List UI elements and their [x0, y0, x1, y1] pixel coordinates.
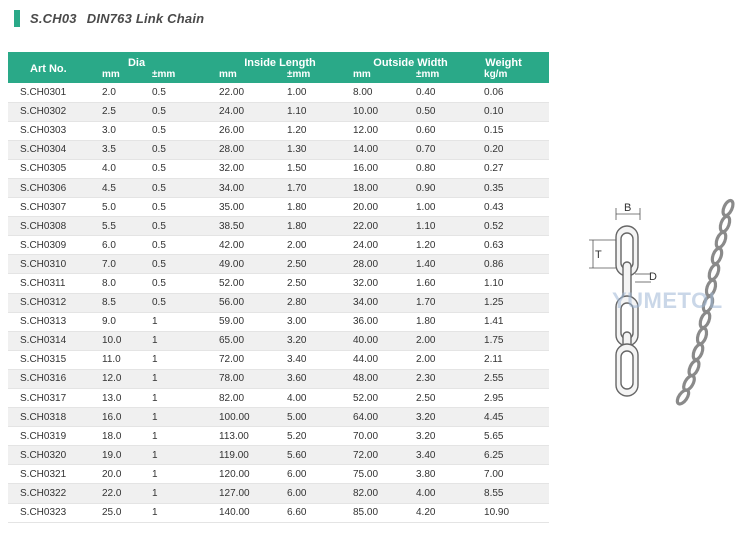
table-cell: 4.45: [476, 408, 549, 427]
label-b: B: [624, 202, 632, 214]
table-cell: 59.00: [219, 312, 279, 331]
table-cell: 78.00: [219, 369, 279, 388]
table-row: [8, 121, 549, 140]
table-cell: 11.0: [94, 350, 152, 369]
table-cell: 40.00: [353, 331, 408, 350]
table-cell: 70.00: [353, 427, 408, 446]
table-cell: 1.40: [408, 255, 476, 274]
table-cell: 8.00: [353, 83, 408, 102]
table-cell: 24.00: [353, 236, 408, 255]
table-cell: 0.5: [152, 121, 219, 140]
table-cell: 28.00: [353, 255, 408, 274]
table-cell: S.CH0301: [8, 83, 94, 102]
table-cell: 1: [152, 331, 219, 350]
table-cell: 0.06: [476, 83, 549, 102]
table-cell: S.CH0316: [8, 369, 94, 388]
table-row: [8, 350, 549, 369]
table-row: [8, 503, 549, 522]
table-cell: 0.15: [476, 121, 549, 140]
table-cell: 22.00: [353, 217, 408, 236]
table-cell: 0.10: [476, 102, 549, 121]
table-cell: 6.25: [476, 446, 549, 465]
table-cell: 20.00: [353, 198, 408, 217]
table-cell: S.CH0322: [8, 484, 94, 503]
table-cell: S.CH0323: [8, 503, 94, 522]
table-cell: 1.00: [279, 83, 353, 102]
table-cell: 1.41: [476, 312, 549, 331]
title-accent-mark: [14, 10, 20, 27]
table-row: [8, 217, 549, 236]
table-cell: 32.00: [219, 159, 279, 178]
table-cell: S.CH0314: [8, 331, 94, 350]
table-cell: 5.00: [279, 408, 353, 427]
table-cell: 12.00: [353, 121, 408, 140]
table-cell: 1: [152, 446, 219, 465]
table-row: [8, 389, 549, 408]
table-cell: 28.00: [219, 140, 279, 159]
table-row: [8, 465, 549, 484]
table-cell: 20.0: [94, 465, 152, 484]
table-cell: 75.00: [353, 465, 408, 484]
table-cell: 3.60: [279, 369, 353, 388]
table-cell: 4.0: [94, 159, 152, 178]
table-cell: 1: [152, 408, 219, 427]
table-cell: 1: [152, 427, 219, 446]
table-cell: 0.5: [152, 178, 219, 197]
table-cell: 0.27: [476, 159, 549, 178]
table-row: [8, 369, 549, 388]
table-cell: 0.5: [152, 140, 219, 159]
table-row: [8, 255, 549, 274]
table-cell: S.CH0315: [8, 350, 94, 369]
table-cell: 24.00: [219, 102, 279, 121]
table-cell: 1.10: [408, 217, 476, 236]
table-cell: 3.20: [408, 408, 476, 427]
table-cell: 22.00: [219, 83, 279, 102]
table-cell: 4.00: [408, 484, 476, 503]
table-cell: 2.30: [408, 369, 476, 388]
table-cell: 65.00: [219, 331, 279, 350]
table-cell: 3.00: [279, 312, 353, 331]
table-cell: 2.55: [476, 369, 549, 388]
table-cell: 18.00: [353, 178, 408, 197]
table-cell: 1.70: [408, 293, 476, 312]
header-dia: Dia: [94, 52, 219, 69]
table-cell: 32.00: [353, 274, 408, 293]
table-cell: 52.00: [219, 274, 279, 293]
table-cell: 1: [152, 465, 219, 484]
table-cell: S.CH0320: [8, 446, 94, 465]
table-cell: 3.20: [279, 331, 353, 350]
table-row: [8, 312, 549, 331]
table-row: [8, 427, 549, 446]
header-width-mm: mm: [353, 69, 408, 83]
table-cell: 0.70: [408, 140, 476, 159]
table-cell: 14.00: [353, 140, 408, 159]
table-cell: 13.0: [94, 389, 152, 408]
table-cell: 12.0: [94, 369, 152, 388]
table-cell: 5.20: [279, 427, 353, 446]
table-cell: 140.00: [219, 503, 279, 522]
table-cell: 1.75: [476, 331, 549, 350]
table-cell: 82.00: [219, 389, 279, 408]
table-cell: 34.00: [353, 293, 408, 312]
table-cell: 5.0: [94, 198, 152, 217]
table-cell: 0.5: [152, 293, 219, 312]
header-outside-width: Outside Width: [353, 52, 476, 69]
table-row: [8, 236, 549, 255]
table-cell: 1: [152, 503, 219, 522]
table-cell: 82.00: [353, 484, 408, 503]
watermark-logo: YUMETOL: [612, 288, 723, 313]
table-cell: 6.00: [279, 465, 353, 484]
table-cell: 16.0: [94, 408, 152, 427]
title-bar: [14, 8, 204, 28]
table-cell: 0.43: [476, 198, 549, 217]
table-cell: 0.63: [476, 236, 549, 255]
table-cell: 36.00: [353, 312, 408, 331]
table-cell: 10.0: [94, 331, 152, 350]
table-cell: S.CH0303: [8, 121, 94, 140]
table-cell: 35.00: [219, 198, 279, 217]
table-cell: 2.80: [279, 293, 353, 312]
table-cell: 72.00: [353, 446, 408, 465]
table-cell: 0.5: [152, 83, 219, 102]
table-cell: 0.5: [152, 274, 219, 293]
table-cell: 2.50: [279, 255, 353, 274]
table-cell: 0.50: [408, 102, 476, 121]
table-cell: 120.00: [219, 465, 279, 484]
table-cell: 0.90: [408, 178, 476, 197]
page-title: [30, 11, 204, 26]
table-cell: S.CH0304: [8, 140, 94, 159]
table-cell: 8.5: [94, 293, 152, 312]
table-cell: 7.00: [476, 465, 549, 484]
table-row: [8, 293, 549, 312]
table-cell: 7.0: [94, 255, 152, 274]
table-cell: 1.25: [476, 293, 549, 312]
table-cell: 56.00: [219, 293, 279, 312]
table-cell: 3.40: [408, 446, 476, 465]
table-cell: 1.50: [279, 159, 353, 178]
table-row: [8, 331, 549, 350]
table-cell: 8.55: [476, 484, 549, 503]
table-cell: 0.5: [152, 217, 219, 236]
header-inside-length: Inside Length: [219, 52, 353, 69]
table-cell: 0.40: [408, 83, 476, 102]
table-cell: S.CH0308: [8, 217, 94, 236]
table-cell: 16.00: [353, 159, 408, 178]
table-cell: S.CH0318: [8, 408, 94, 427]
table-cell: 4.20: [408, 503, 476, 522]
table-cell: 0.5: [152, 102, 219, 121]
table-cell: 2.0: [94, 83, 152, 102]
header-length-tol: ±mm: [279, 69, 353, 83]
table-cell: 3.80: [408, 465, 476, 484]
table-row: [8, 83, 549, 102]
table-cell: 100.00: [219, 408, 279, 427]
table-cell: 1.00: [408, 198, 476, 217]
label-d: D: [649, 271, 657, 283]
table-cell: 72.00: [219, 350, 279, 369]
label-t: T: [595, 249, 602, 261]
table-cell: 52.00: [353, 389, 408, 408]
table-cell: 127.00: [219, 484, 279, 503]
table-cell: 1.10: [476, 274, 549, 293]
table-header: [8, 52, 549, 83]
table-cell: 34.00: [219, 178, 279, 197]
table-cell: 0.5: [152, 236, 219, 255]
table-body: [8, 83, 549, 522]
table-cell: 1.80: [279, 217, 353, 236]
header-weight-unit: kg/m: [476, 69, 549, 83]
table-cell: S.CH0321: [8, 465, 94, 484]
table-cell: 22.0: [94, 484, 152, 503]
table-cell: 4.00: [279, 389, 353, 408]
table-cell: S.CH0311: [8, 274, 94, 293]
title-code: S.CH03: [30, 10, 77, 26]
table-cell: 8.0: [94, 274, 152, 293]
table-cell: 0.35: [476, 178, 549, 197]
table-cell: 6.0: [94, 236, 152, 255]
table-cell: S.CH0312: [8, 293, 94, 312]
table-cell: 6.60: [279, 503, 353, 522]
table-cell: 2.00: [408, 350, 476, 369]
header-weight: Weight: [476, 52, 549, 69]
table-cell: 1: [152, 312, 219, 331]
table-cell: 85.00: [353, 503, 408, 522]
table-cell: 25.0: [94, 503, 152, 522]
header-dia-tol: ±mm: [152, 69, 219, 83]
table-cell: 1.20: [408, 236, 476, 255]
table-cell: S.CH0310: [8, 255, 94, 274]
table-cell: 2.95: [476, 389, 549, 408]
table-cell: 10.90: [476, 503, 549, 522]
table-cell: 2.50: [408, 389, 476, 408]
table-cell: 44.00: [353, 350, 408, 369]
table-cell: S.CH0317: [8, 389, 94, 408]
table-cell: 1.60: [408, 274, 476, 293]
table-cell: 4.5: [94, 178, 152, 197]
table-cell: 3.0: [94, 121, 152, 140]
table-cell: 3.5: [94, 140, 152, 159]
table-cell: 48.00: [353, 369, 408, 388]
table-cell: 0.20: [476, 140, 549, 159]
table-cell: 1: [152, 369, 219, 388]
table-cell: 0.5: [152, 198, 219, 217]
table-row: [8, 408, 549, 427]
table-cell: 1.20: [279, 121, 353, 140]
table-cell: 0.86: [476, 255, 549, 274]
table-cell: 2.00: [408, 331, 476, 350]
table-cell: S.CH0302: [8, 102, 94, 121]
table-row: [8, 484, 549, 503]
table-row: [8, 178, 549, 197]
table-row: [8, 102, 549, 121]
table-cell: 1: [152, 350, 219, 369]
table-cell: 42.00: [219, 236, 279, 255]
header-width-tol: ±mm: [408, 69, 476, 83]
spec-table: [8, 52, 549, 523]
table-cell: 1.80: [279, 198, 353, 217]
table-cell: 9.0: [94, 312, 152, 331]
table-cell: S.CH0307: [8, 198, 94, 217]
table-cell: 2.5: [94, 102, 152, 121]
table-cell: 2.00: [279, 236, 353, 255]
table-cell: 49.00: [219, 255, 279, 274]
table-cell: 3.40: [279, 350, 353, 369]
table-cell: 26.00: [219, 121, 279, 140]
table-cell: 38.50: [219, 217, 279, 236]
table-cell: 5.65: [476, 427, 549, 446]
table-cell: S.CH0305: [8, 159, 94, 178]
table-row: [8, 159, 549, 178]
table-cell: 1.70: [279, 178, 353, 197]
table-cell: 18.0: [94, 427, 152, 446]
table-cell: S.CH0319: [8, 427, 94, 446]
table-cell: 113.00: [219, 427, 279, 446]
table-cell: 0.80: [408, 159, 476, 178]
header-dia-mm: mm: [94, 69, 152, 83]
table-cell: 6.00: [279, 484, 353, 503]
table-cell: 2.50: [279, 274, 353, 293]
table-cell: 1.30: [279, 140, 353, 159]
table-cell: 64.00: [353, 408, 408, 427]
table-cell: 5.60: [279, 446, 353, 465]
table-row: [8, 198, 549, 217]
table-cell: 0.52: [476, 217, 549, 236]
table-row: [8, 140, 549, 159]
table-cell: S.CH0313: [8, 312, 94, 331]
table-cell: 10.00: [353, 102, 408, 121]
table-cell: 1: [152, 484, 219, 503]
table-row: [8, 446, 549, 465]
table-cell: 19.0: [94, 446, 152, 465]
header-art-no: Art No.: [8, 52, 94, 83]
table-cell: 1: [152, 389, 219, 408]
table-cell: 0.5: [152, 255, 219, 274]
table-cell: 2.11: [476, 350, 549, 369]
table-cell: 3.20: [408, 427, 476, 446]
table-cell: 5.5: [94, 217, 152, 236]
header-length-mm: mm: [219, 69, 279, 83]
table-cell: 0.60: [408, 121, 476, 140]
title-name: DIN763 Link Chain: [86, 10, 205, 26]
table-cell: S.CH0306: [8, 178, 94, 197]
table-row: [8, 274, 549, 293]
table-cell: 119.00: [219, 446, 279, 465]
table-cell: 0.5: [152, 159, 219, 178]
table-cell: 1.10: [279, 102, 353, 121]
table-cell: 1.80: [408, 312, 476, 331]
table-cell: S.CH0309: [8, 236, 94, 255]
